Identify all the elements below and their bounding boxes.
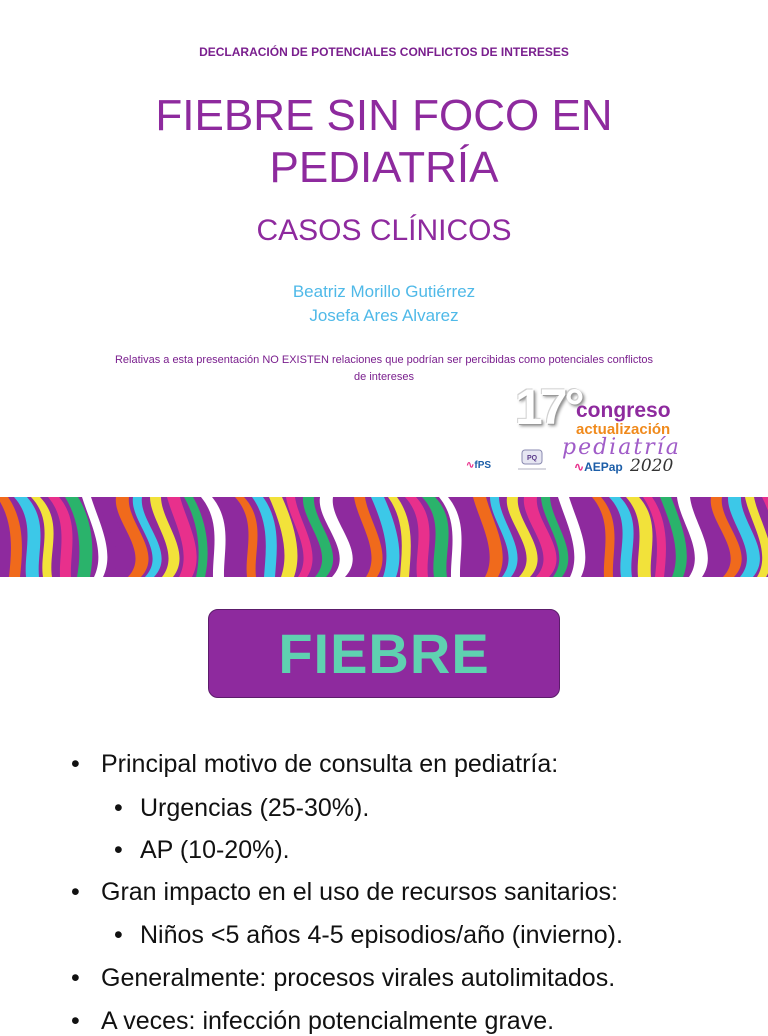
bullet-text: A veces: infección potencialmente grave. [101,1007,555,1035]
bullet-text: Urgencias (25-30%). [140,794,370,822]
disclaimer-line-2: de intereses [354,371,414,383]
heading-text: FIEBRE [278,622,490,685]
content-slide [0,580,768,1035]
sub-bullet-item [114,836,290,865]
bullet-dot-icon: • [71,878,80,906]
decorative-stripe-band [0,497,768,577]
aepap-logo: ∿AEPap [574,460,623,474]
logo-number: 17° [515,379,582,435]
bullet-item [71,750,559,779]
bullet-text: Generalmente: procesos virales autolimitados. [101,964,616,992]
author-name: Beatriz Morillo Gutiérrez [292,282,476,301]
bullet-text: AP (10-20%). [140,836,290,864]
bullet-dot-icon: • [114,794,123,822]
bullet-item [71,878,618,907]
sub-bullet-item [114,794,370,823]
logo-congreso-text: congreso [576,399,671,422]
slide-subtitle: CASOS CLÍNICOS [256,214,512,247]
bullet-item [71,964,616,993]
logo-pediatria-text: pediatría [562,435,681,460]
logo-actualizacion-text: actualización [576,421,671,438]
bullet-item [71,1007,555,1036]
disclosure-title: DECLARACIÓN DE POTENCIALES CONFLICTOS DE INTERESES [199,45,569,59]
title-line-2: PEDIATRÍA [269,143,499,192]
bullet-dot-icon: • [71,1007,80,1035]
heading-box [208,609,560,698]
bullet-text: Gran impacto en el uso de recursos sanitarios: [101,878,618,906]
logo-year: 2020 [630,456,674,476]
title-line-1: FIEBRE SIN FOCO EN [155,91,613,140]
congress-logo [410,340,765,480]
bullet-dot-icon: • [114,836,123,864]
bullet-dot-icon: • [71,964,80,992]
fps-logo: ∿fPS [466,460,492,471]
disclaimer-line-1: Relativas a esta presentación NO EXISTEN relaciones que podrían ser percibidas como potenciales conflictos [114,354,654,366]
aepap-logo-text: AEPap [584,460,623,474]
pq-logo-icon [518,448,546,472]
author-name: Josefa Ares Alvarez [309,306,459,325]
slide-title [0,90,768,194]
svg-text:PQ: PQ [526,455,538,462]
bullet-text: Niños <5 años 4-5 episodios/año (invierno). [140,921,623,949]
bullet-dot-icon: • [71,750,80,778]
bullet-dot-icon: • [114,921,123,949]
bullet-text: Principal motivo de consulta en pediatría: [101,750,559,778]
fps-logo-text: fPS [474,460,492,471]
sub-bullet-item [114,921,623,950]
